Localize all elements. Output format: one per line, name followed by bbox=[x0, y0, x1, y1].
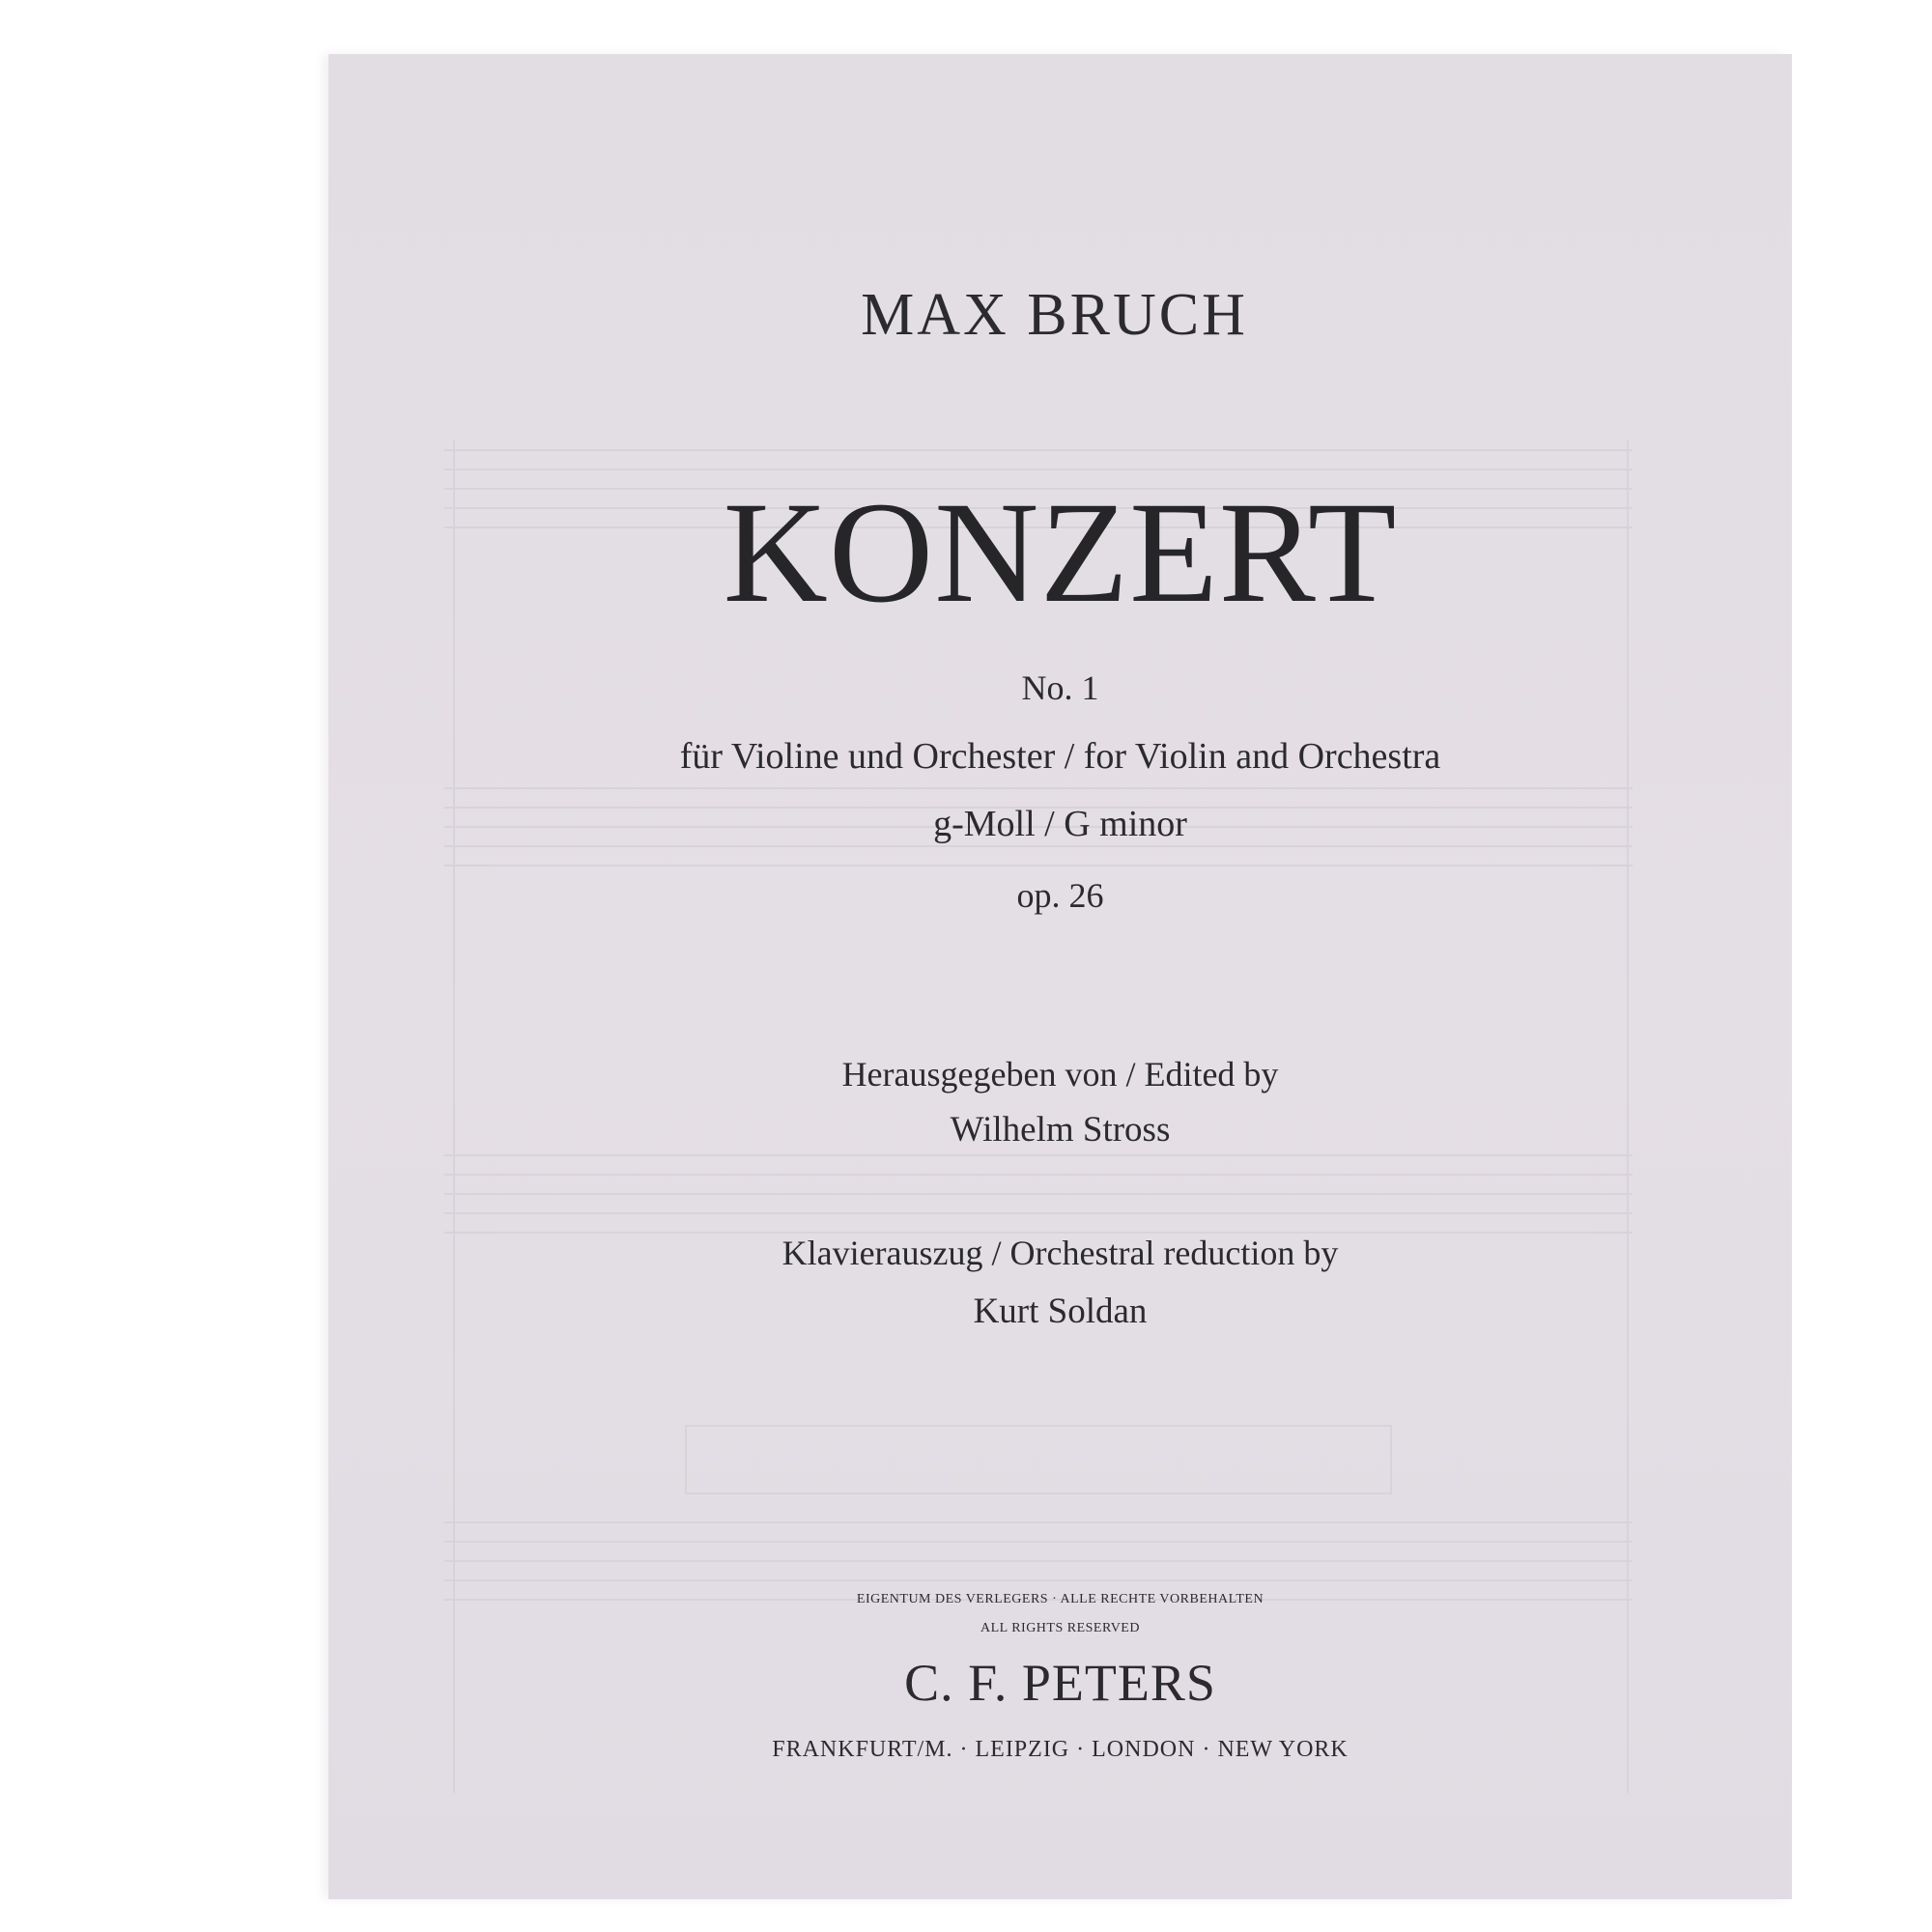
publisher-name: C. F. PETERS bbox=[904, 1654, 1216, 1712]
rights-reserved: ALL RIGHTS RESERVED bbox=[980, 1621, 1140, 1635]
key-signature: g-Moll / G minor bbox=[933, 804, 1187, 844]
composer-name: MAX BRUCH bbox=[861, 282, 1248, 348]
reduction-by-label: Klavierauszug / Orchestral reduction by bbox=[781, 1234, 1339, 1272]
reducer-name: Kurt Soldan bbox=[973, 1292, 1148, 1331]
publisher-cities: FRANKFURT/M. · LEIPZIG · LONDON · NEW YORK bbox=[772, 1737, 1349, 1762]
rights-notice: EIGENTUM DES VERLEGERS · ALLE RECHTE VORBEHALTEN bbox=[856, 1592, 1264, 1606]
instrumentation: für Violine und Orchester / for Violin and Orchestra bbox=[679, 736, 1441, 777]
edited-by-label: Herausgegeben von / Edited by bbox=[841, 1055, 1279, 1094]
work-number: No. 1 bbox=[1021, 668, 1099, 707]
opus-number: op. 26 bbox=[1016, 876, 1104, 915]
work-title: KONZERT bbox=[723, 472, 1398, 633]
score-cover-page bbox=[328, 54, 1792, 1899]
editor-name: Wilhelm Stross bbox=[950, 1110, 1171, 1150]
